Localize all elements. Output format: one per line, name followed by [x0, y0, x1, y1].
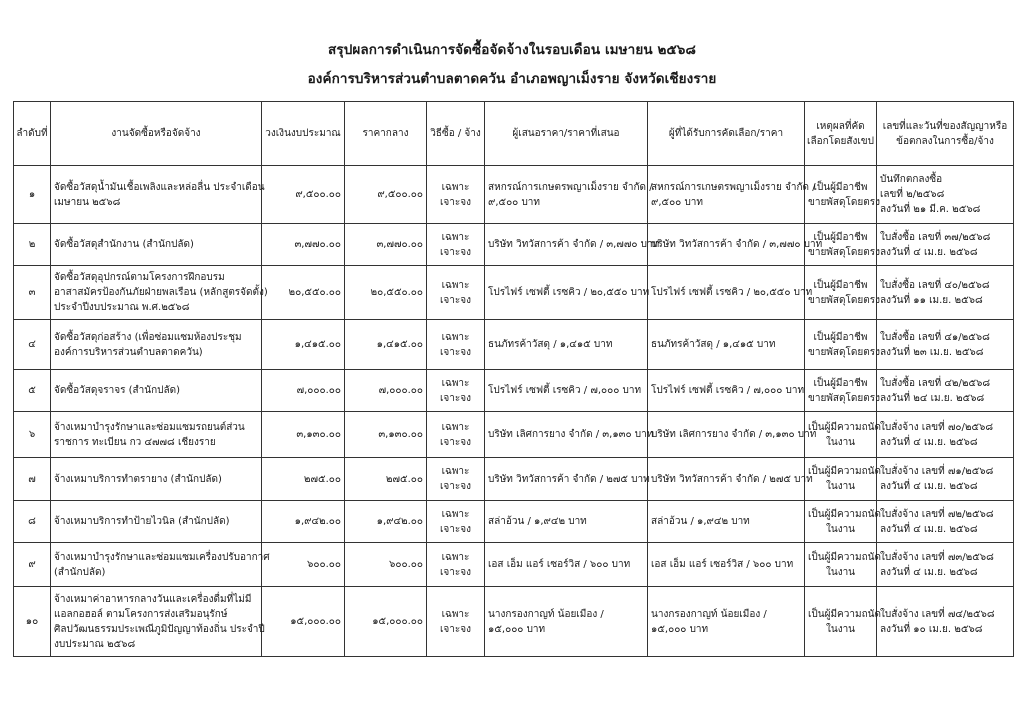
- cell-contract-line: ใบสั่งซื้อ เลขที่ ๔๒/๒๕๖๘: [880, 377, 991, 389]
- cell-reason: [805, 320, 880, 370]
- cell-task-line: จัดซื้อวัสดุก่อสร้าง (เพื่อซ่อมแซมห้องประชุม: [54, 331, 242, 343]
- cell-bidder-line: ธนภัทรค้าวัสดุ / ๑,๔๑๕ บาท: [488, 339, 613, 350]
- cell-winner: [648, 320, 805, 370]
- cell-bidder-line: ๑๕,๐๐๐ บาท: [488, 623, 546, 635]
- cell-bidder-line: บริษัท เลิศการยาง จำกัด / ๓,๑๓๐ บาท: [488, 429, 654, 440]
- cell-contract: [877, 543, 1014, 587]
- cell-task-line: ศิลปวัฒนธรรมประเพณีภูมิปัญญาท้องถิ่น ประจำปี: [54, 623, 265, 635]
- cell-winner-line: สหกรณ์การเกษตรพญาเม็งราย จำกัด /: [651, 181, 816, 193]
- cell-reason-line: เป็นผู้มีอาชีพ: [813, 181, 868, 193]
- cell-task-line: จ้างเหมาค่าอาหารกลางวันและเครื่องดื่มที่ไม่มี: [54, 593, 252, 605]
- cell-task: [51, 587, 265, 657]
- table-row: [14, 370, 1014, 412]
- cell-task: [51, 224, 262, 266]
- document-title: สรุปผลการดำเนินการจัดซื้อจัดจ้างในรอบเดือน เมษายน ๒๕๖๘: [328, 42, 696, 58]
- cell-bidder-line: ๙,๕๐๐ บาท: [488, 196, 541, 208]
- cell-reason-line: เป็นผู้มีความถนัด: [808, 551, 881, 563]
- cell-reason-line: ขายพัสดุโดยตรง: [808, 346, 880, 358]
- cell-no: ๖: [14, 412, 51, 458]
- cell-bidder-line: บริษัท วิทวัสการค้า จำกัด / ๓,๗๗๐ บาท: [488, 239, 660, 250]
- cell-task: [51, 320, 262, 370]
- cell-reason-line: เป็นผู้มีความถนัด: [808, 421, 881, 433]
- cell-bidder: [485, 543, 648, 587]
- cell-winner-line: โปรไฟร์ เซฟตี้ เรซคิว / ๗,๐๐๐ บาท: [651, 385, 805, 396]
- cell-median-price: ๒๗๕.๐๐: [345, 458, 427, 501]
- table-row: [14, 266, 1014, 320]
- cell-budget: ๒๗๕.๐๐: [262, 458, 345, 501]
- cell-task-line: จัดซื้อวัสดุจราจร (สำนักปลัด): [54, 385, 180, 396]
- table-row: [14, 320, 1014, 370]
- cell-winner: [648, 412, 817, 458]
- cell-task-line: งบประมาณ ๒๕๖๘: [54, 638, 136, 650]
- cell-task-line: จ้างเหมาบำรุงรักษาและซ่อมแซมเครื่องปรับอากาศ: [54, 551, 270, 563]
- cell-contract: [877, 224, 1014, 266]
- cell-bidder: [485, 412, 654, 458]
- cell-task: [51, 501, 262, 543]
- cell-no: ๘: [14, 501, 51, 543]
- cell-task-line: จัดซื้อวัสดุอุปกรณ์ตามโครงการฝึกอบรม: [54, 272, 225, 283]
- cell-budget: ๓,๑๓๐.๐๐: [262, 412, 345, 458]
- cell-reason-line: ในงาน: [825, 481, 856, 492]
- cell-contract-line: ใบสั่งซื้อ เลขที่ ๓๗/๒๕๖๘: [880, 231, 991, 243]
- cell-task: [51, 412, 262, 458]
- cell-bidder: [485, 320, 648, 370]
- procurement-table: [13, 101, 1014, 657]
- cell-method: เฉพาะเจาะจง: [427, 266, 485, 320]
- cell-reason: [805, 166, 880, 224]
- header-reason: เหตุผลที่คัดเลือกโดยสังเขป: [805, 102, 877, 166]
- cell-method: เฉพาะเจาะจง: [427, 501, 485, 543]
- table-row: [14, 412, 1014, 458]
- cell-task-line: จ้างเหมาบำรุงรักษาและซ่อมแซมรถยนต์ส่วน: [54, 421, 245, 433]
- cell-winner: [648, 166, 816, 224]
- cell-contract-line: ลงวันที่ ๒๔ เม.ย. ๒๕๖๘: [880, 392, 985, 404]
- cell-task-line: เมษายน ๒๕๖๘: [54, 196, 121, 208]
- cell-contract-line: ลงวันที่ ๔ เม.ย. ๒๕๖๘: [880, 566, 978, 578]
- table-body: [14, 166, 1014, 657]
- cell-contract: [877, 320, 1014, 370]
- table-row: [14, 224, 1014, 266]
- cell-reason: [805, 224, 880, 266]
- cell-bidder: [485, 370, 648, 412]
- cell-contract: [877, 166, 1014, 224]
- cell-method: เฉพาะเจาะจง: [427, 412, 485, 458]
- cell-budget: ๖๐๐.๐๐: [262, 543, 345, 587]
- cell-budget: ๑,๙๔๒.๐๐: [262, 501, 345, 543]
- cell-task: [51, 543, 270, 587]
- cell-task-line: อาสาสมัครป้องกันภัยฝ่ายพลเรือน (หลักสูตรจัดตั้ง): [54, 287, 268, 298]
- cell-budget: ๒๐,๕๕๐.๐๐: [262, 266, 345, 320]
- cell-method: เฉพาะเจาะจง: [427, 320, 485, 370]
- cell-reason-line: เป็นผู้มีความถนัด: [808, 466, 881, 477]
- cell-median-price: ๓,๑๓๐.๐๐: [345, 412, 427, 458]
- header-no: ลำดับที่: [14, 102, 51, 166]
- cell-reason-line: เป็นผู้มีความถนัด: [808, 508, 881, 520]
- table-row: [14, 166, 1014, 224]
- cell-method: เฉพาะเจาะจง: [427, 458, 485, 501]
- cell-bidder: [485, 224, 660, 266]
- cell-reason-line: ในงาน: [825, 566, 856, 578]
- cell-winner-line: ธนภัทรค้าวัสดุ / ๑,๔๑๕ บาท: [651, 339, 776, 350]
- cell-winner-line: เอส เอ็ม แอร์ เซอร์วิส / ๖๐๐ บาท: [651, 559, 794, 570]
- cell-contract-line: ใบสั่งจ้าง เลขที่ ๗๑/๒๕๖๘: [880, 466, 994, 477]
- cell-contract: [877, 266, 1014, 320]
- document-subtitle: องค์การบริหารส่วนตำบลตาดควัน อำเภอพญาเม็งราย จังหวัดเชียงราย: [307, 71, 717, 87]
- cell-reason-line: เป็นผู้มีอาชีพ: [813, 231, 868, 243]
- cell-bidder-line: เอส เอ็ม แอร์ เซอร์วิส / ๖๐๐ บาท: [488, 559, 631, 570]
- cell-reason-line: ในงาน: [825, 523, 856, 535]
- header-median-price: ราคากลาง: [345, 102, 427, 166]
- cell-contract-line: ใบสั่งจ้าง เลขที่ ๗๒/๒๕๖๘: [880, 508, 994, 520]
- cell-task-line: (สำนักปลัด): [54, 566, 106, 578]
- cell-median-price: ๒๐,๕๕๐.๐๐: [345, 266, 427, 320]
- cell-contract: [877, 587, 1014, 657]
- cell-winner: [648, 266, 813, 320]
- cell-reason: [805, 501, 881, 543]
- cell-method: เฉพาะเจาะจง: [427, 587, 485, 657]
- cell-winner: [648, 370, 805, 412]
- cell-median-price: ๓,๗๗๐.๐๐: [345, 224, 427, 266]
- cell-no: ๑๐: [14, 587, 51, 657]
- cell-winner-line: บริษัท วิทวัสการค้า จำกัด / ๒๗๕ บาท: [651, 473, 813, 485]
- cell-median-price: ๙,๕๐๐.๐๐: [345, 166, 427, 224]
- cell-contract-line: ใบสั่งจ้าง เลขที่ ๗๓/๒๕๖๘: [880, 551, 994, 563]
- cell-winner: [648, 543, 805, 587]
- header-budget: วงเงินงบประมาณ: [262, 102, 345, 166]
- cell-budget: ๙,๕๐๐.๐๐: [262, 166, 345, 224]
- cell-no: ๓: [14, 266, 51, 320]
- table-row: [14, 587, 1014, 657]
- cell-task-line: แอลกอฮอล์ ตามโครงการส่งเสริมอนุรักษ์: [54, 608, 228, 620]
- cell-contract: [877, 501, 1014, 543]
- cell-winner: [648, 458, 813, 501]
- cell-contract-line: ลงวันที่ ๔ เม.ย. ๒๕๖๘: [880, 436, 978, 448]
- cell-no: ๔: [14, 320, 51, 370]
- cell-reason: [805, 587, 881, 657]
- cell-bidder: [485, 587, 648, 657]
- cell-contract-line: บันทึกตกลงซื้อ: [880, 174, 943, 185]
- cell-no: ๒: [14, 224, 51, 266]
- cell-task: [51, 370, 262, 412]
- cell-winner-line: นางกรองกาญท์ น้อยเมือง /: [651, 608, 767, 620]
- cell-budget: ๑,๔๑๕.๐๐: [262, 320, 345, 370]
- cell-task-line: จ้างเหมาบริการทำตรายาง (สำนักปลัด): [54, 473, 222, 485]
- cell-median-price: ๗,๐๐๐.๐๐: [345, 370, 427, 412]
- cell-winner: [648, 587, 805, 657]
- cell-task-line: จัดซื้อวัสดุน้ำมันเชื้อเพลิงและหล่อลื่น ประจำเดือน: [54, 181, 265, 193]
- cell-reason-line: ขายพัสดุโดยตรง: [808, 294, 880, 306]
- header-winner: ผู้ที่ได้รับการคัดเลือก/ราคา: [648, 102, 805, 166]
- cell-reason-line: ในงาน: [825, 623, 856, 635]
- cell-reason: [805, 543, 881, 587]
- table-row: [14, 543, 1014, 587]
- cell-reason-line: เป็นผู้มีอาชีพ: [813, 331, 868, 343]
- cell-task-line: จัดซื้อวัสดุสำนักงาน (สำนักปลัด): [54, 239, 194, 250]
- header-bidder: ผู้เสนอราคา/ราคาที่เสนอ: [485, 102, 648, 166]
- cell-bidder: [485, 501, 648, 543]
- cell-no: ๑: [14, 166, 51, 224]
- header-contract: เลขที่และวันที่ของสัญญาหรือข้อตกลงในการซื้อ/จ้าง: [877, 102, 1014, 166]
- cell-reason-line: เป็นผู้มีอาชีพ: [813, 377, 868, 389]
- cell-reason-line: เป็นผู้มีอาชีพ: [813, 279, 868, 291]
- cell-winner-line: บริษัท วิทวัสการค้า จำกัด / ๓,๗๗๐ บาท: [651, 239, 823, 250]
- header-method: วิธีซื้อ / จ้าง: [427, 102, 485, 166]
- cell-median-price: ๖๐๐.๐๐: [345, 543, 427, 587]
- cell-contract-line: ใบสั่งซื้อ เลขที่ ๔๑/๒๕๖๘: [880, 331, 990, 343]
- cell-bidder-line: โปรไฟร์ เซฟตี้ เรซคิว / ๗,๐๐๐ บาท: [488, 385, 642, 396]
- cell-contract: [877, 370, 1014, 412]
- cell-contract-line: ลงวันที่ ๑๑ เม.ย. ๒๕๖๘: [880, 294, 983, 306]
- cell-method: เฉพาะเจาะจง: [427, 224, 485, 266]
- cell-no: ๙: [14, 543, 51, 587]
- cell-task: [51, 266, 268, 320]
- cell-task: [51, 458, 262, 501]
- cell-contract: [877, 412, 1014, 458]
- cell-contract-line: ใบสั่งจ้าง เลขที่ ๗๐/๒๕๖๘: [880, 421, 994, 433]
- cell-winner-line: ๑๕,๐๐๐ บาท: [651, 623, 709, 635]
- cell-bidder-line: สล่าอ้วน / ๑,๙๔๒ บาท: [488, 516, 587, 527]
- cell-method: เฉพาะเจาะจง: [427, 543, 485, 587]
- cell-contract-line: ใบสั่งซื้อ เลขที่ ๔๐/๒๕๖๘: [880, 279, 990, 291]
- table-row: [14, 458, 1014, 501]
- cell-bidder-line: สหกรณ์การเกษตรพญาเม็งราย จำกัด /: [488, 181, 653, 193]
- cell-no: ๗: [14, 458, 51, 501]
- cell-median-price: ๑,๙๔๒.๐๐: [345, 501, 427, 543]
- cell-reason: [805, 370, 880, 412]
- cell-bidder-line: บริษัท วิทวัสการค้า จำกัด / ๒๗๕ บาท: [488, 473, 650, 485]
- cell-budget: ๑๕,๐๐๐.๐๐: [262, 587, 345, 657]
- cell-task-line: ราชการ ทะเบียน กว ๔๗๗๘ เชียงราย: [54, 436, 216, 448]
- cell-contract-line: เลขที่ ๒/๒๕๖๘: [880, 189, 945, 200]
- cell-winner: [648, 501, 805, 543]
- cell-contract-line: ลงวันที่ ๔ เม.ย. ๒๕๖๘: [880, 481, 978, 492]
- cell-method: เฉพาะเจาะจง: [427, 370, 485, 412]
- cell-contract-line: ใบสั่งจ้าง เลขที่ ๗๔/๒๕๖๘: [880, 608, 995, 620]
- cell-bidder-line: นางกรองกาญท์ น้อยเมือง /: [488, 608, 604, 620]
- cell-bidder: [485, 266, 648, 320]
- cell-reason: [805, 458, 881, 501]
- cell-reason-line: เป็นผู้มีความถนัด: [808, 608, 881, 620]
- cell-task-line: องค์การบริหารส่วนตำบลตาดควัน): [54, 346, 203, 358]
- header-task: งานจัดซื้อหรือจัดจ้าง: [51, 102, 262, 166]
- cell-winner-line: สล่าอ้วน / ๑,๙๔๒ บาท: [651, 516, 750, 527]
- cell-no: ๕: [14, 370, 51, 412]
- cell-winner-line: ๙,๕๐๐ บาท: [651, 196, 704, 208]
- cell-contract-line: ลงวันที่ ๒๓ เม.ย. ๒๕๖๘: [880, 346, 984, 358]
- cell-task-line: จ้างเหมาบริการทำป้ายไวนิล (สำนักปลัด): [54, 516, 230, 527]
- cell-reason-line: ขายพัสดุโดยตรง: [808, 246, 880, 258]
- cell-winner-line: โปรไฟร์ เซฟตี้ เรซคิว / ๒๐,๕๕๐ บาท: [651, 287, 813, 298]
- cell-contract-line: ลงวันที่ ๑๐ เม.ย. ๒๕๖๘: [880, 623, 983, 635]
- cell-reason: [805, 266, 880, 320]
- cell-contract-line: ลงวันที่ ๒๑ มี.ค. ๒๕๖๘: [880, 204, 981, 215]
- cell-bidder-line: โปรไฟร์ เซฟตี้ เรซคิว / ๒๐,๕๕๐ บาท: [488, 287, 650, 298]
- cell-contract-line: ลงวันที่ ๔ เม.ย. ๒๕๖๘: [880, 523, 978, 535]
- cell-contract-line: ลงวันที่ ๔ เม.ย. ๒๕๖๘: [880, 246, 978, 258]
- cell-method: เฉพาะเจาะจง: [427, 166, 485, 224]
- cell-reason-line: ขายพัสดุโดยตรง: [808, 196, 880, 208]
- cell-winner-line: บริษัท เลิศการยาง จำกัด / ๓,๑๓๐ บาท: [651, 429, 817, 440]
- cell-budget: ๗,๐๐๐.๐๐: [262, 370, 345, 412]
- cell-task-line: ประจำปีงบประมาณ พ.ศ.๒๕๖๘: [54, 302, 190, 313]
- cell-bidder: [485, 458, 648, 501]
- cell-median-price: ๑,๔๑๕.๐๐: [345, 320, 427, 370]
- cell-reason-line: ขายพัสดุโดยตรง: [808, 392, 880, 404]
- cell-task: [51, 166, 265, 224]
- table-row: [14, 501, 1014, 543]
- cell-reason-line: ในงาน: [825, 436, 856, 448]
- cell-bidder: [485, 166, 653, 224]
- cell-winner: [648, 224, 823, 266]
- table-header-row: [14, 102, 1014, 166]
- cell-contract: [877, 458, 1014, 501]
- cell-budget: ๓,๗๗๐.๐๐: [262, 224, 345, 266]
- cell-median-price: ๑๕,๐๐๐.๐๐: [345, 587, 427, 657]
